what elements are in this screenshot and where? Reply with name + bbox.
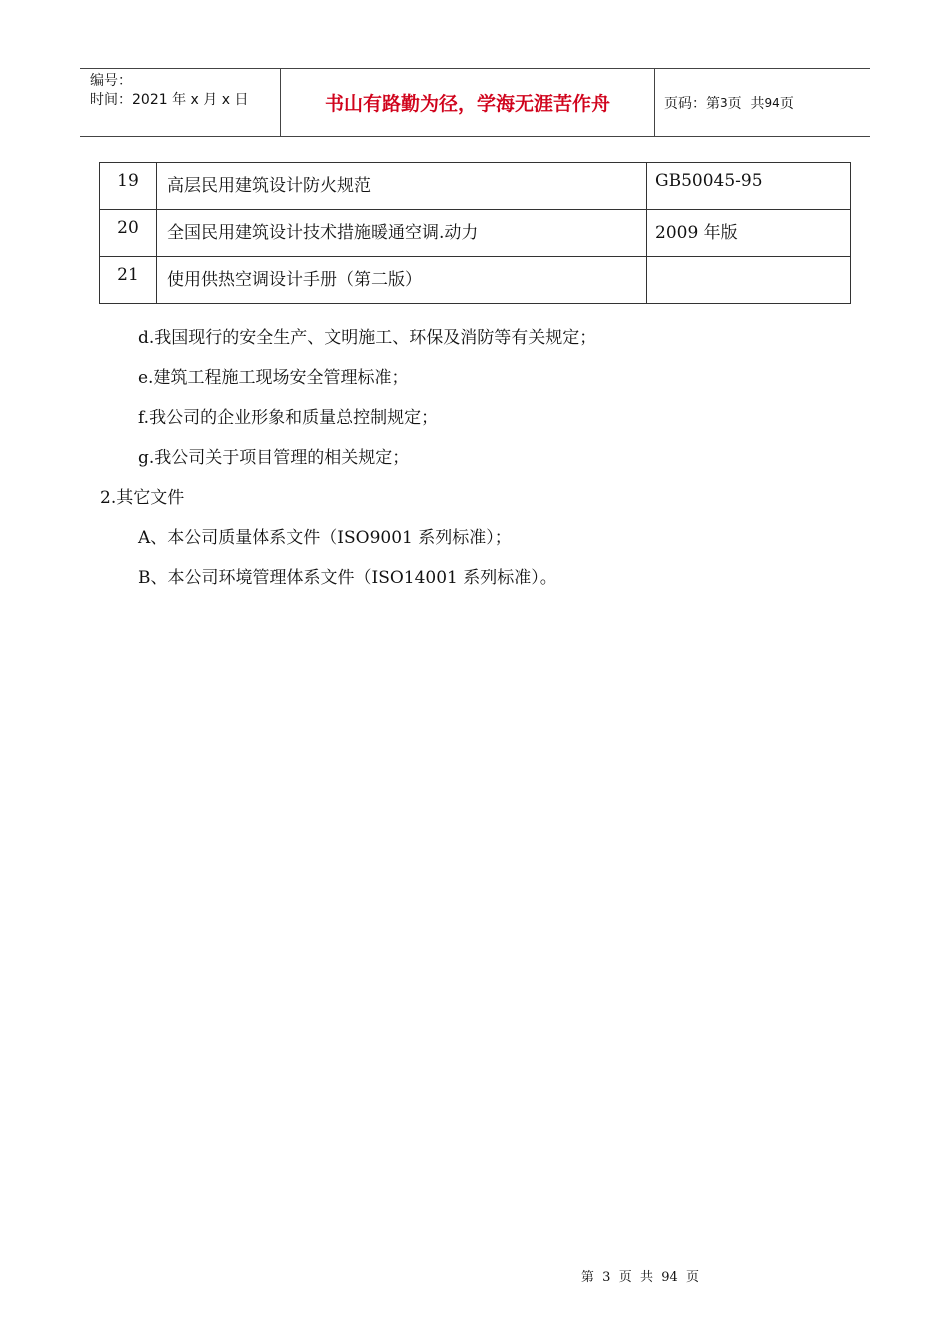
paragraph-g: g.我公司关于项目管理的相关规定； — [138, 448, 410, 468]
row-number: 19 — [100, 163, 157, 210]
paragraph-d: d.我国现行的安全生产、文明施工、环保及消防等有关规定； — [138, 328, 597, 348]
row-number: 21 — [100, 257, 157, 304]
section-heading-other-files: 2.其它文件 — [100, 488, 185, 508]
footer-page-text: 第 3 页 共 94 页 — [580, 1270, 700, 1285]
row-code: GB50045-95 — [647, 163, 851, 210]
row-name: 高层民用建筑设计防火规范 — [157, 163, 647, 210]
page-mid: 页 共 — [727, 95, 765, 112]
document-number-label: 编号： — [90, 73, 132, 89]
standards-table — [99, 162, 851, 304]
page-total: 94 — [764, 95, 780, 110]
table-row — [100, 163, 851, 210]
page-prefix: 页码：第 — [664, 95, 720, 112]
page-current: 3 — [720, 95, 728, 110]
document-time-label: 时间：2021 年 x 月 x 日 — [90, 92, 249, 108]
header-motto: 书山有路勤为径，学海无涯苦作舟 — [281, 69, 655, 136]
header-page-info — [655, 69, 870, 136]
paragraph-a: A、本公司质量体系文件（ISO9001 系列标准）； — [138, 528, 512, 548]
table-row — [100, 257, 851, 304]
page-suffix: 页 — [779, 95, 794, 112]
paragraph-f: f.我公司的企业形象和质量总控制规定； — [138, 408, 439, 428]
table-row — [100, 210, 851, 257]
page-footer — [0, 1266, 950, 1285]
paragraph-b: B、本公司环境管理体系文件（ISO14001 系列标准）。 — [138, 568, 557, 588]
row-code — [647, 257, 851, 304]
row-code: 2009 年版 — [647, 210, 851, 257]
row-name: 全国民用建筑设计技术措施暖通空调.动力 — [157, 210, 647, 257]
row-name: 使用供热空调设计手册（第二版） — [157, 257, 647, 304]
header-meta — [80, 69, 281, 136]
page-header — [80, 68, 870, 137]
row-number: 20 — [100, 210, 157, 257]
paragraph-e: e.建筑工程施工现场安全管理标准； — [138, 368, 409, 388]
